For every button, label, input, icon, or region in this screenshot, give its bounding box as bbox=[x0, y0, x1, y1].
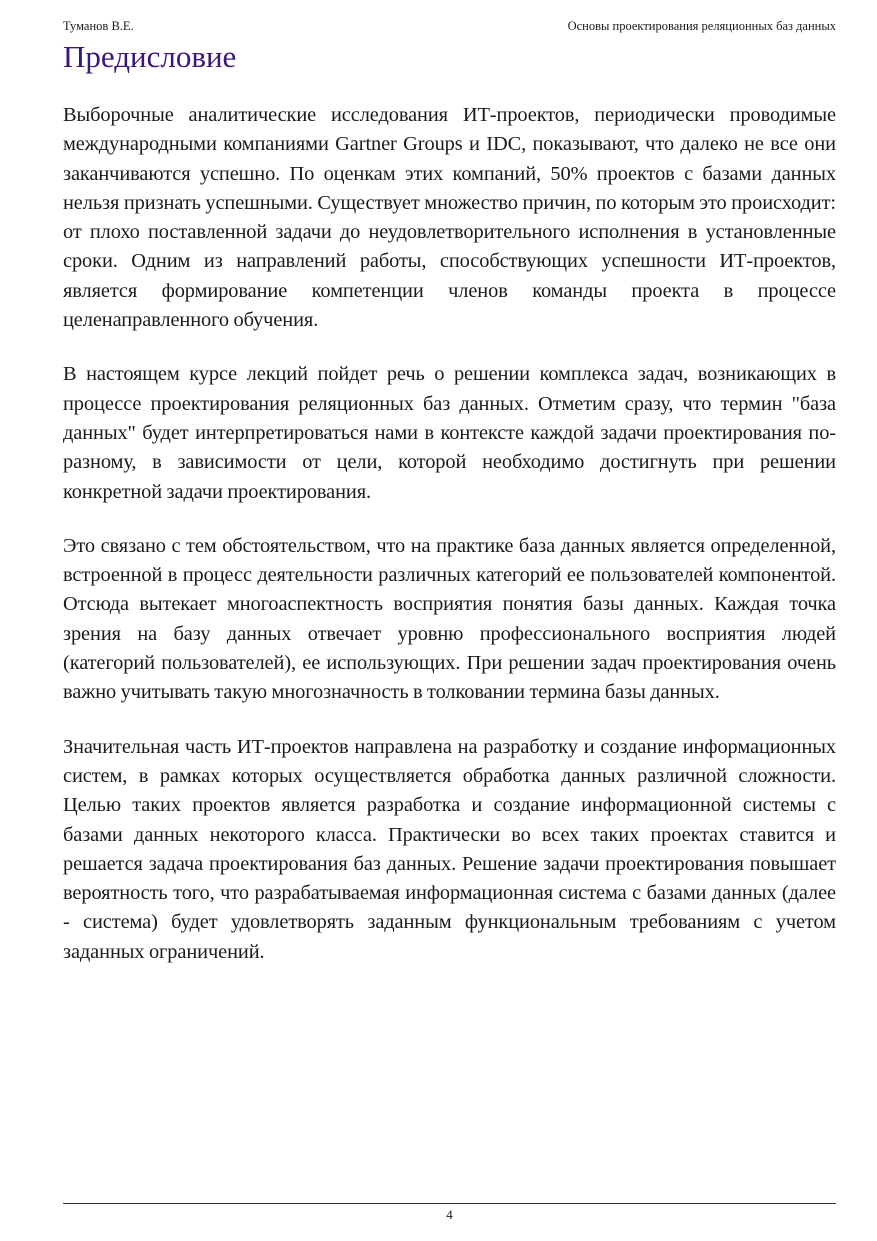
paragraph: Это связано с тем обстоятельством, что на практике база данных является определенной, встроенной в процесс деятельности различных категорий ее пользователей компонентой. Отсюда вытекает многоаспектность восприятия понятия базы данных. Каждая точка зрения на базу данных отвечает уровню профессионального восприятия людей (категорий пользователей), ее использующих. При решении задач проектирования очень важно учитывать такую многозначность в толковании термина базы данных. bbox=[63, 534, 836, 704]
footer-divider bbox=[63, 1203, 836, 1204]
header-course-title: Основы проектирования реляционных баз данных bbox=[567, 19, 836, 33]
paragraph: Выборочные аналитические исследования ИТ-проектов, периодически проводимые международными компаниями Gartner Groups и IDC, показывают, что далеко не все они заканчиваются успешно. По оценкам этих компаний, 50% проектов с базами данных нельзя признать успешными. Существует множество причин, по которым это происходит: от плохо поставленной задачи до неудовлетворительного исполнения в установленные сроки. Одним из направлений работы, способствующих успешности ИТ-проектов, является формирование компетенции членов команды проекта в процессе целенаправленного обучения. bbox=[63, 104, 836, 332]
running-header bbox=[63, 17, 836, 35]
section-body bbox=[63, 101, 836, 992]
header-author: Туманов В.Е. bbox=[63, 19, 134, 33]
document-page bbox=[63, 0, 836, 1241]
paragraph: В настоящем курсе лекций пойдет речь о решении комплекса задач, возникающих в процессе проектирования реляционных баз данных. Отметим сразу, что термин "база данных" будет интерпретироваться нами в контексте каждой задачи проектирования по-разному, в зависимости от цели, которой необходимо достигнуть при решении конкретной задачи проектирования. bbox=[63, 363, 836, 503]
paragraph: Значительная часть ИТ-проектов направлена на разработку и создание информационных систем, в рамках которых осуществляется обработка данных различной сложности. Целью таких проектов является разработка и создание информационной системы с базами данных некоторого класса. Практически во всех таких проектах ставится и решается задача проектирования баз данных. Решение задачи проектирования повышает вероятность того, что разрабатываемая информационная система с базами данных (далее - система) будет удовлетворять заданным функциональным требованиям с учетом заданных ограничений. bbox=[63, 735, 836, 963]
page-number: 4 bbox=[446, 1207, 453, 1222]
section-title: Предисловие bbox=[63, 39, 237, 74]
